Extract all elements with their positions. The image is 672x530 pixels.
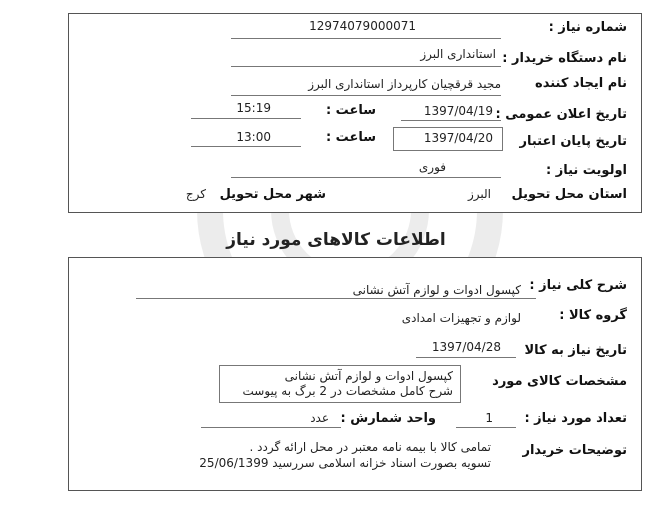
unit-label: واحد شمارش : — [340, 411, 436, 426]
public-time-underline — [191, 118, 301, 119]
buyer-org-label: نام دستگاه خریدار : — [502, 51, 627, 66]
public-date-underline — [401, 120, 501, 121]
priority-label: اولویت نیاز : — [545, 163, 627, 178]
need-number-label: شماره نیاز : — [548, 20, 627, 35]
specs-line1: کپسول ادوات و لوازم آتش نشانی — [284, 369, 453, 383]
creator-underline — [231, 95, 501, 96]
goods-group-label: گروه کالا : — [559, 308, 627, 323]
section-title: اطلاعات کالاهای مورد نیاز — [226, 230, 446, 250]
general-desc-label: شرح کلی نیاز : — [529, 278, 627, 293]
expiry-date-frame — [393, 127, 503, 151]
need-number-value: 12974079000071 — [309, 19, 416, 33]
public-date-label: تاریخ اعلان عمومی : — [495, 107, 627, 122]
unit-value: عدد — [310, 411, 329, 425]
general-desc-underline — [136, 298, 536, 299]
need-number-underline — [231, 38, 501, 39]
unit-underline — [201, 427, 341, 428]
need-info-box — [68, 13, 642, 213]
quantity-label: تعداد مورد نیاز : — [524, 411, 627, 426]
buyer-notes-line2: تسویه بصورت اسناد خزانه اسلامی سررسید 25/06/1399 — [199, 456, 491, 470]
quantity-underline — [456, 427, 516, 428]
buyer-notes-line1: تمامی کالا با بیمه نامه معتبر در محل ارائه گردد . — [249, 440, 491, 454]
specs-line2: شرح کامل مشخصات در 2 برگ به پیوست — [242, 384, 453, 398]
creator-value: مجید قرقچیان کارپرداز استانداری البرز — [308, 77, 501, 91]
specs-frame — [219, 365, 461, 403]
priority-value: فوری — [418, 160, 446, 174]
creator-label: نام ایجاد کننده — [535, 76, 627, 91]
delivery-city-value: کرج — [185, 187, 206, 201]
delivery-province-label: استان محل تحویل — [511, 187, 627, 202]
goods-group-value: لوازم و تجهیزات امدادی — [401, 311, 521, 325]
need-date-label: تاریخ نیاز به کالا — [524, 343, 627, 358]
buyer-org-value: استانداری البرز — [420, 47, 496, 61]
buyer-notes-label: توضیحات خریدار — [522, 443, 627, 458]
public-time-label: ساعت : — [325, 103, 376, 118]
expiry-time-label: ساعت : — [325, 130, 376, 145]
expiry-date-label: تاریخ پایان اعتبار — [519, 134, 627, 149]
goods-info-box — [68, 257, 642, 491]
expiry-time-underline — [191, 146, 301, 147]
quantity-value: 1 — [485, 411, 493, 425]
public-date-value: 1397/04/19 — [423, 104, 493, 118]
expiry-time-value: 13:00 — [236, 130, 271, 144]
general-desc-value: کپسول ادوات و لوازم آتش نشانی — [352, 283, 521, 297]
specs-label: مشخصات کالای مورد — [492, 374, 627, 389]
delivery-city-label: شهر محل تحویل — [219, 187, 326, 202]
expiry-date-value: 1397/04/20 — [423, 131, 493, 145]
priority-underline — [231, 177, 501, 178]
need-date-underline — [416, 357, 516, 358]
buyer-org-underline — [231, 66, 501, 67]
public-time-value: 15:19 — [236, 101, 271, 115]
delivery-province-value: البرز — [467, 187, 491, 201]
need-date-value: 1397/04/28 — [431, 340, 501, 354]
